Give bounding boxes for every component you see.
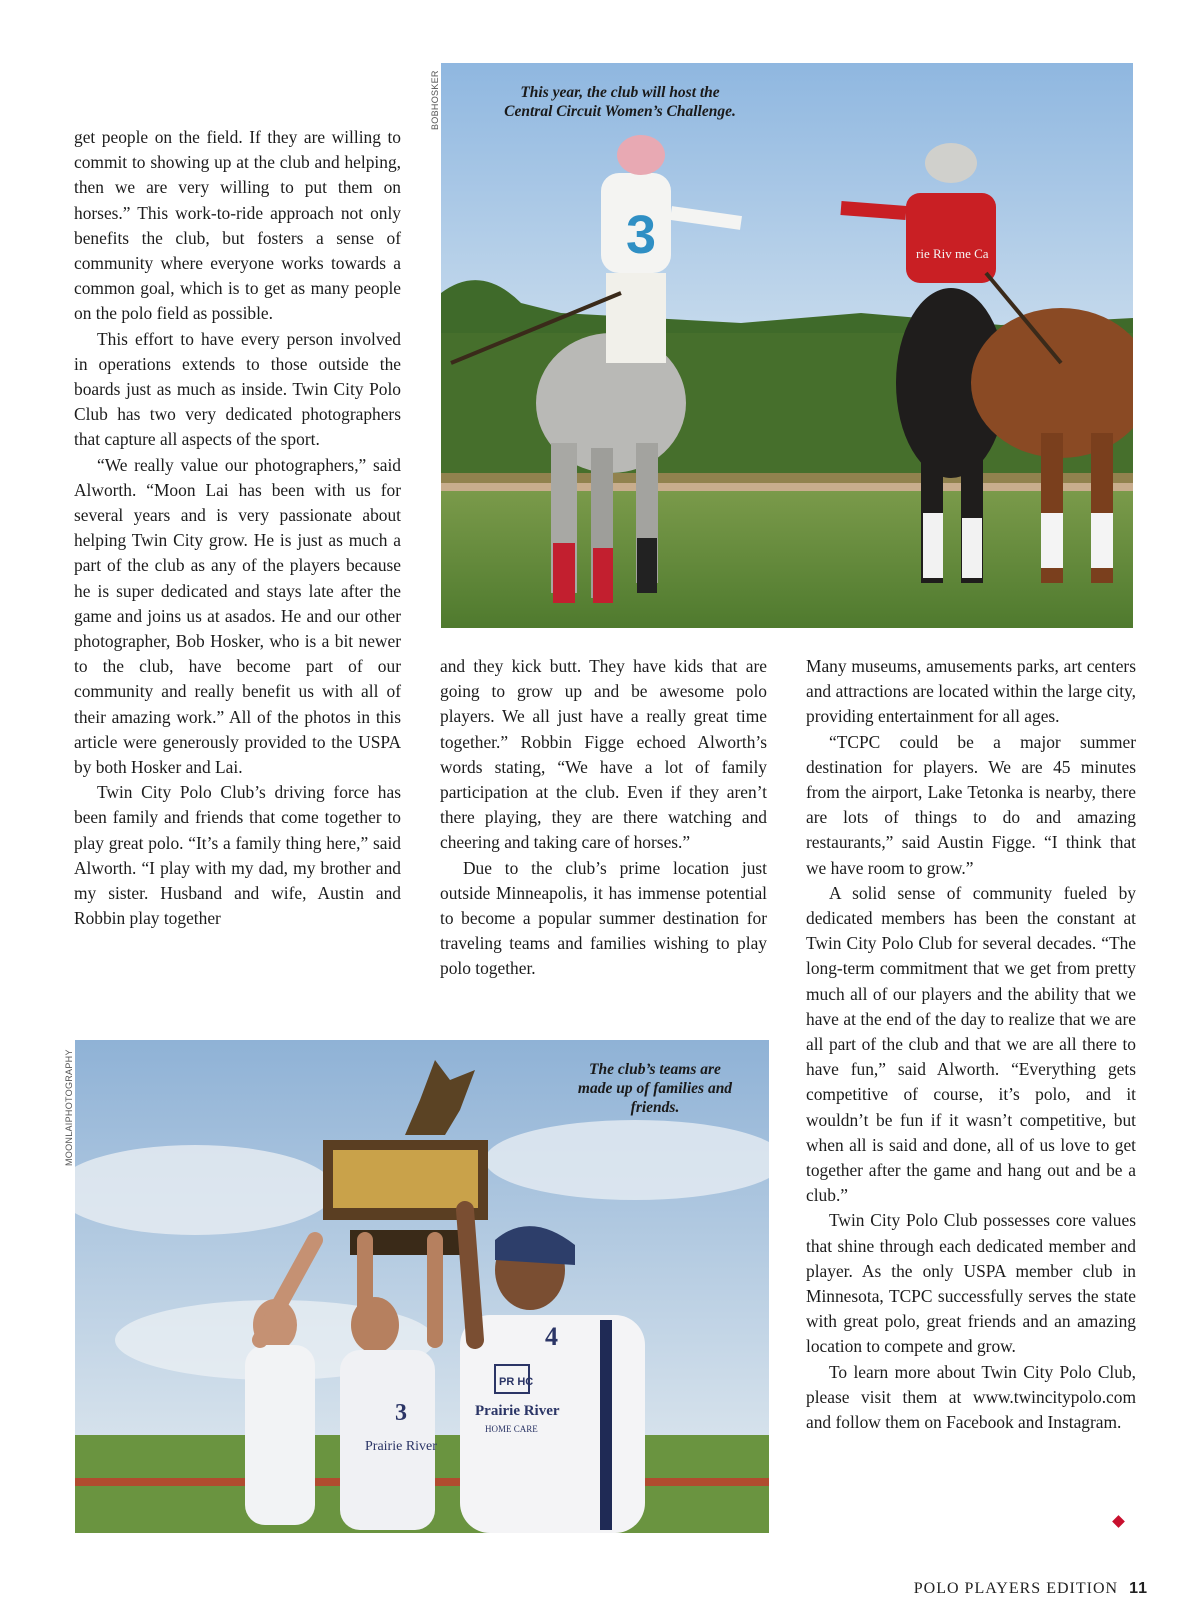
article-paragraph: A solid sense of community fueled by dedicated members has been the constant at Twin City Polo Club for several decades. “The long-term commitment that we get from pretty much all of our players and the ability that we have at the end of the day to realize that we are all part of the club and that we are all there to have fun,” said Alworth. “Everything gets competitive of course, it’s polo, and it wouldn’t be fun if it wasn’t competitive, but when all is said and done, all of us love to get together after the game and hang out and be a club.” [806,882,1136,1206]
article-column-middle [440,654,767,982]
polo-match-photo [441,63,1133,628]
caption-line: Central Circuit Women’s Challenge. [504,103,736,120]
page-number: 11 [1129,1580,1148,1597]
jersey-brand-text: Prairie River [365,1439,437,1454]
jersey-number: 3 [395,1400,407,1426]
article-end-mark [1112,1515,1125,1528]
jersey-brand-sub-text: HOME CARE [485,1424,538,1434]
polo-match-illustration [441,63,1133,628]
jersey-number: 4 [545,1322,558,1351]
photo-caption [555,1060,755,1117]
article-paragraph: Due to the club’s prime location just outside Minneapolis, it has immense potential to become a popular summer destination for traveling teams and families wishing to play polo together. [440,857,767,979]
jersey-number: 3 [626,205,657,265]
jersey-brand-text: rie Riv me Ca [916,246,989,261]
caption-line: made up of families and [577,1080,733,1097]
photo-caption [470,83,770,121]
caption-line: friends. [630,1099,680,1116]
caption-line: This year, the club will host the [520,84,720,101]
photo-credit: MOONLAIPHOTOGRAPHY [64,1049,74,1166]
logo-text: PR HC [499,1376,534,1388]
article-paragraph: Twin City Polo Club’s driving force has been family and friends that come together to play great polo. “It’s a family thing here,” said Alworth. “I play with my dad, my brother and my sister. Husband and wife, Austin and Robbin play together [74,782,401,929]
photo-credit: BOBHOSKER [430,70,440,130]
article-column-right [806,654,1136,1435]
caption-line: The club’s teams are [589,1061,721,1078]
jersey-brand-text: Prairie River [475,1403,560,1419]
article-column-left [74,125,401,932]
article-paragraph: To learn more about Twin City Polo Club, please visit them at www.twincitypolo.com and follow them on Facebook and Instagram. [806,1361,1136,1433]
page-folio [914,1580,1148,1598]
article-paragraph: Twin City Polo Club possesses core values that shine through each dedicated member and player. As the only USPA member club in Minnesota, TCPC successfully serves the state with great polo, great friends and an amazing location to compete and grow. [806,1210,1136,1357]
article-paragraph: get people on the field. If they are willing to commit to showing up at the club and helping, then we are very willing to put them on horses.” This work-to-ride approach not only benefits the club, but fosters a sense of community where everyone works towards a common goal, which is to get as many people on the polo field as possible. [74,127,401,324]
article-paragraph: and they kick butt. They have kids that are going to grow up and be awesome polo players. We all just have a really great time together.” Robbin Figge echoed Alworth’s words stating, “We have a lot of family participation at the club. Even if they aren’t there playing, they are there watching and cheering and taking care of horses.” [440,656,767,853]
article-paragraph: This effort to have every person involved in operations extends to those outside the boards just as much as inside. Twin City Polo Club has two very dedicated photographers that capture all aspects of the sport. [74,328,401,450]
article-paragraph: Many museums, amusements parks, art centers and attractions are located within the large city, providing entertainment for all ages. [806,656,1136,727]
publication-name: POLO PLAYERS EDITION [913,1580,1119,1597]
article-paragraph: “We really value our photographers,” said Alworth. “Moon Lai has been with us for several years and is very passionate about helping Twin City grow. He is just as much a part of the club as any of the players because he is super dedicated and stays late after the game and joins us at asados. He and our other photographer, Bob Hosker, who is a bit newer to the club, have become part of our community and really benefit us with all of their amazing work.” All of the photos in this article were generously provided to the USPA by both Hosker and Lai. [74,454,401,778]
article-paragraph: “TCPC could be a major summer destination for players. We are 45 minutes from the airport, Lake Tetonka is nearby, there are lots of things to do and amazing restaurants,” said Austin Figge. “I think that we have room to grow.” [806,731,1136,878]
